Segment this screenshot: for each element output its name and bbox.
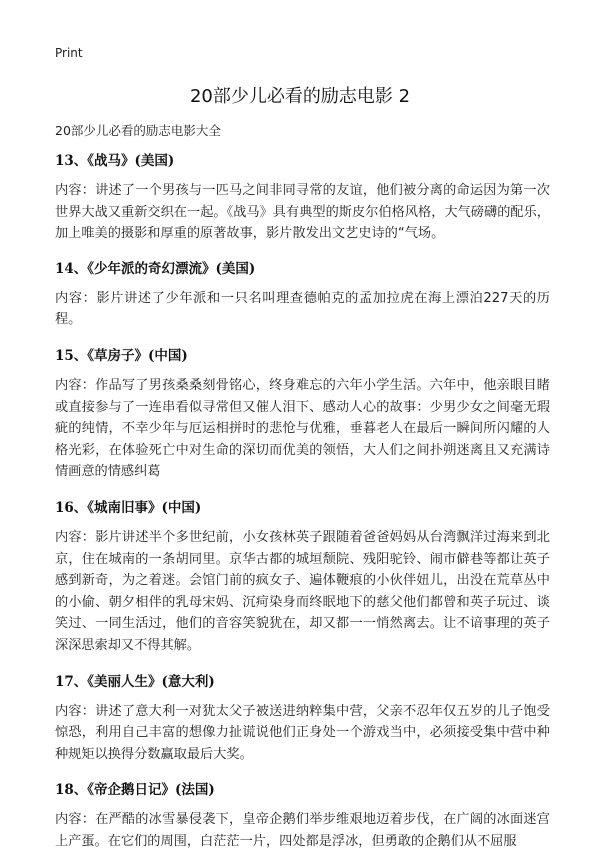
- article-content: [55, 150, 550, 866]
- page-title: 20部少儿必看的励志电影 2: [189, 86, 411, 107]
- movie-description: 内容：讲述了意大利一对犹太父子被送进纳粹集中营，父亲不忍年仅五岁的儿子饱受惊恐，利用自己丰富的想像力扯谎说他们正身处一个游戏当中，必须接受集中营中种种规矩以换得分数赢取最后大奖。: [55, 703, 550, 762]
- movie-heading: 18、《帝企鹅日记》(法国): [55, 782, 215, 799]
- movie-description: 内容：影片讲述了少年派和一只名叫理查德帕克的孟加拉虎在海上漂泊227天的历程。: [55, 290, 550, 328]
- movie-section: [55, 345, 550, 483]
- movie-heading: 14、《少年派的奇幻漂流》(美国): [55, 260, 256, 277]
- movie-section: [55, 258, 550, 331]
- subtitle: 20部少儿必看的励志电影大全: [55, 123, 221, 138]
- movie-description: 内容：讲述了一个男孩与一匹马之间非同寻常的友谊，他们被分离的命运因为第一次世界大战又重新交织在一起。《战马》具有典型的斯皮尔伯格风格，大气磅礴的配乐，加上唯美的摄影和厚重的原著故事，影片散发出文艺史诗的“气场。: [55, 183, 550, 242]
- movie-description: 内容：作品写了男孩桑桑刻骨铭心，终身难忘的六年小学生活。六年中，他亲眼目睹或直接参与了一连串看似寻常但又催人泪下、感动人心的故事：少男少女之间毫无瑕疵的纯情，不幸少年与厄运相拼时的悲怆与优雅，垂暮老人在最后一瞬间所闪耀的人格光彩，在体验死亡中对生命的深切而优美的领悟，大人们之间扑朔迷离且又充满诗情画意的情感纠葛: [55, 377, 550, 480]
- movie-heading: 17、《美丽人生》(意大利): [55, 673, 215, 690]
- movie-section: [55, 150, 550, 245]
- movie-section: [55, 779, 550, 852]
- movie-description: 内容：影片讲述半个多世纪前，小女孩林英子跟随着爸爸妈妈从台湾飘洋过海来到北京，住在城南的一条胡同里。京华古都的城垣颓院、残阳驼铃、闹市僻巷等都让英子感到新奇，为之着迷。会馆门前的疯女子、遍体鞭痕的小伙伴妞儿，出没在荒草丛中的小偷、朝夕相伴的乳母宋妈、沉疴染身而终眠地下的慈父他们都曾和英子玩过、谈笑过、一同生活过，他们的音容笑貌犹在，却又都一一悄然离去。让不谙事理的英子深深思索却又不得其解。: [55, 529, 550, 653]
- movie-section: [55, 671, 550, 766]
- movie-description: 内容：在严酷的冰雪暴侵袭下，皇帝企鹅们举步维艰地迈着步伐，在广阔的冰面迷宫上产蛋。在它们的周围，白茫茫一片，四处都是浮冰，但勇敢的企鹅们从不屈服: [55, 812, 550, 849]
- movie-heading: 13、《战马》(美国): [55, 153, 175, 169]
- movie-section: [55, 497, 550, 657]
- print-link[interactable]: Print: [55, 46, 83, 60]
- movie-heading: 16、《城南旧事》(中国): [55, 499, 202, 516]
- movie-heading: 15、《草房子》(中国): [55, 347, 188, 364]
